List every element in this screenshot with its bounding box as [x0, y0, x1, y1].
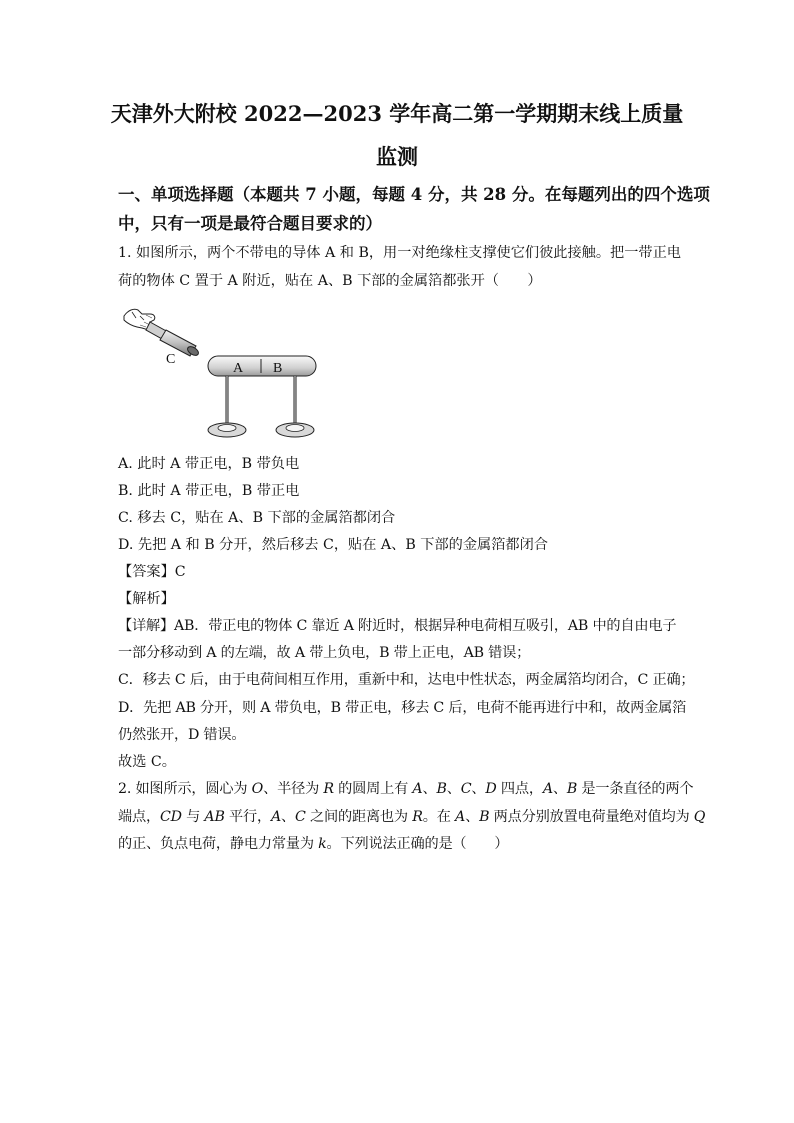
- q1-conclusion: 故选 C。: [118, 754, 176, 770]
- label-c: C: [166, 352, 176, 367]
- q1-detail-line3: C．移去 C 后，由于电荷间相互作用，重新中和，达电中性状态，两金属箔均闭合，C 正确；: [118, 672, 695, 688]
- q1-analysis-heading: 【解析】: [118, 591, 175, 607]
- section-heading-line2: 中，只有一项是最符合题目要求的）: [118, 214, 382, 233]
- insulating-stand-left: [208, 376, 246, 437]
- section-heading-line1: 一、单项选择题（本题共 7 小题，每题 4 分，共 28 分。在每题列出的四个选项: [118, 185, 710, 204]
- document-title-line2: 监测: [376, 144, 418, 169]
- q1-stem-line2: 荷的物体 C 置于 A 附近，贴在 A、B 下部的金属箔都张开（ ）: [118, 273, 542, 289]
- q1-detail-line4: D．先把 AB 分开，则 A 带负电，B 带正电，移去 C 后，电荷不能再进行中和，故两金属箔: [118, 700, 687, 716]
- label-b: B: [273, 361, 283, 376]
- q2-stem-line1: 2. 如图所示，圆心为 O、半径为 R 的圆周上有 A、B、C、D 四点，A、B 是一条直径的两个: [118, 781, 694, 797]
- q2-stem-line3: 的正、负点电荷，静电力常量为 k。下列说法正确的是（ ）: [118, 836, 509, 852]
- q1-detail-line2: 一部分移动到 A 的左端，故 A 带上负电，B 带上正电，AB 错误；: [118, 645, 531, 661]
- q1-detail-line1: 【详解】AB．带正电的物体 C 靠近 A 附近时，根据异种电荷相互吸引，AB 中的自由电子: [118, 618, 677, 634]
- q1-option-d: D. 先把 A 和 B 分开，然后移去 C，贴在 A、B 下部的金属箔都闭合: [118, 537, 548, 553]
- q1-figure-svg: [120, 294, 325, 442]
- q1-option-c: C. 移去 C，贴在 A、B 下部的金属箔都闭合: [118, 510, 396, 526]
- q1-option-b: B. 此时 A 带正电，B 带正电: [118, 483, 300, 499]
- document-title-line1: 天津外大附校 2022—2023 学年高二第一学期期末线上质量: [110, 101, 684, 126]
- insulating-stand-right: [276, 376, 314, 437]
- q1-detail-line5: 仍然张开，D 错误。: [118, 727, 246, 743]
- q1-figure-conductors: [120, 294, 325, 442]
- conductor-bar-ab: [208, 356, 316, 376]
- label-a: A: [233, 361, 244, 376]
- q2-stem-line2: 端点，CD 与 AB 平行，A、C 之间的距离也为 R。在 A、B 两点分别放置电荷量绝对值均为 Q: [118, 809, 706, 825]
- q1-stem-line1: 1. 如图所示，两个不带电的导体 A 和 B，用一对绝缘柱支撑使它们彼此接触。把一带正电: [118, 245, 681, 261]
- q1-answer: 【答案】C: [118, 564, 186, 580]
- q1-option-a: A. 此时 A 带正电，B 带负电: [118, 456, 300, 472]
